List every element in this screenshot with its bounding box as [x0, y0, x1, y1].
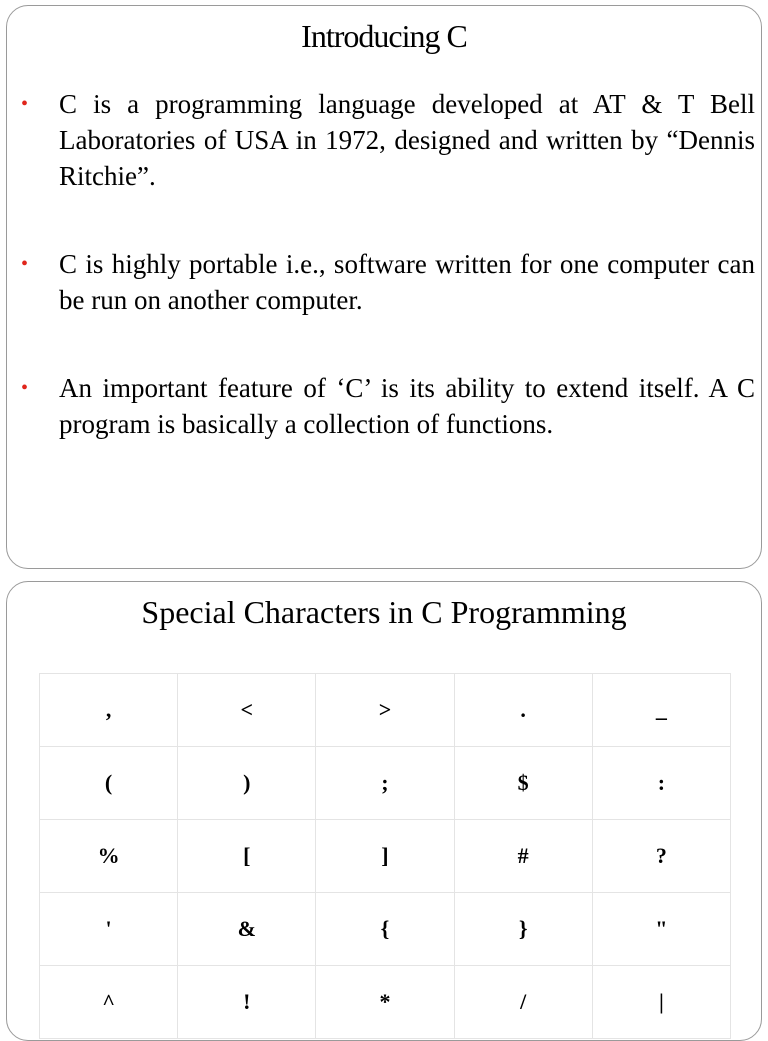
- table-cell: ": [592, 893, 730, 966]
- table-cell: #: [454, 820, 592, 893]
- bullet-text: C is a programming language developed at AT & T Bell Laboratories of USA in 1972, designed and written by “Dennis Ritchie”.: [59, 89, 755, 191]
- table-cell: [: [178, 820, 316, 893]
- table-cell: $: [454, 747, 592, 820]
- table-cell: ,: [40, 674, 178, 747]
- bullet-icon: •: [21, 253, 29, 275]
- table-cell: !: [178, 966, 316, 1039]
- bullet-list: [7, 86, 761, 442]
- slide-title: Introducing C: [301, 18, 467, 54]
- special-characters-table: [39, 673, 731, 1039]
- bullet-icon: •: [21, 377, 29, 399]
- slide-title: Special Characters in C Programming: [141, 594, 627, 630]
- bullet-icon: •: [21, 93, 29, 115]
- table-cell: &: [178, 893, 316, 966]
- table-row: [40, 893, 731, 966]
- table-cell: ;: [316, 747, 454, 820]
- bullet-item: [7, 370, 761, 442]
- table-cell: |: [592, 966, 730, 1039]
- table-cell: /: [454, 966, 592, 1039]
- table-cell: :: [592, 747, 730, 820]
- table-row: [40, 747, 731, 820]
- table-cell: ]: [316, 820, 454, 893]
- table-cell: (: [40, 747, 178, 820]
- table-row: [40, 674, 731, 747]
- slide-introducing-c: [6, 5, 762, 569]
- table-cell: _: [592, 674, 730, 747]
- table-row: [40, 820, 731, 893]
- table-cell: ': [40, 893, 178, 966]
- table-cell: {: [316, 893, 454, 966]
- bullet-text: C is highly portable i.e., software written for one computer can be run on another computer.: [59, 249, 755, 315]
- slide-special-characters: [6, 581, 762, 1041]
- table-cell: }: [454, 893, 592, 966]
- bullet-item: [7, 86, 761, 194]
- table-cell: ): [178, 747, 316, 820]
- bullet-text: An important feature of ‘C’ is its ability to extend itself. A C program is basically a collection of functions.: [59, 373, 755, 439]
- table-cell: .: [454, 674, 592, 747]
- table-cell: >: [316, 674, 454, 747]
- table-cell: %: [40, 820, 178, 893]
- bullet-item: [7, 246, 761, 318]
- table-cell: *: [316, 966, 454, 1039]
- table-row: [40, 966, 731, 1039]
- table-cell: ^: [40, 966, 178, 1039]
- table-cell: <: [178, 674, 316, 747]
- table-cell: ?: [592, 820, 730, 893]
